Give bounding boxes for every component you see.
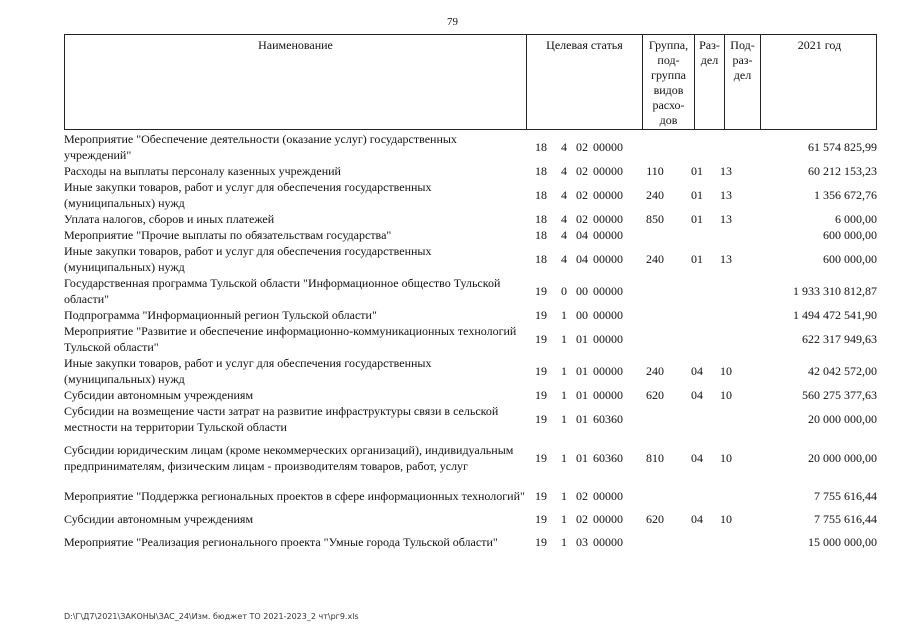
amount-2021: 622 317 949,63 [802,332,877,346]
target-code-subprogram: 0 [561,284,567,298]
header-year: 2021 год [760,35,878,129]
expense-group [627,527,683,557]
expense-group: 620 [646,512,664,526]
row-name: Субсидии автономным учреждениям [64,388,254,402]
page-number: 79 [447,16,458,28]
section-code: 04 [691,512,703,526]
row-name: Мероприятие "Поддержка региональных проектов в сфере информационных технологий" [64,489,525,503]
expense-group [627,307,683,323]
table-row [64,275,877,307]
header-group-line: под- [657,53,680,67]
target-code-program: 19 [535,284,547,298]
section-code [683,227,711,243]
table-row [64,243,877,275]
target-code-event: 00 [576,308,588,322]
amount-2021: 20 000 000,00 [808,451,877,465]
target-code-program: 18 [535,212,547,226]
row-name: Мероприятие "Обеспечение деятельности (оказание услуг) государственных учреждений" [64,132,457,162]
row-name: Субсидии юридическим лицам (кроме некоммерческих организаций), индивидуальным предпринимателям, физическим лицам - производителям товаров, работ, услуг [64,443,514,473]
target-code-direction: 00000 [593,388,623,402]
expense-group [627,227,683,243]
expense-group: 240 [646,364,664,378]
target-code-program: 18 [535,164,547,178]
target-code-subprogram: 1 [561,332,567,346]
section-code: 01 [691,252,703,266]
expense-group: 620 [646,388,664,402]
target-code-program: 19 [535,451,547,465]
subsection-code: 10 [720,388,732,402]
table-row [64,527,877,557]
target-code-subprogram: 1 [561,451,567,465]
subsection-code: 10 [720,451,732,465]
row-name: Мероприятие "Прочие выплаты по обязательствам государства" [64,228,392,242]
file-path-footer: D:\Г\Д7\2021\ЗАКОНЫ\ЗАС_24\Изм. бюджет ТО 2021-2023_2 чт\рг9.xls [64,612,359,621]
table-row [64,323,877,355]
section-code: 04 [691,451,703,465]
table-row [64,481,877,511]
amount-2021: 7 755 616,44 [814,512,877,526]
section-code: 04 [691,364,703,378]
subsection-code: 10 [720,364,732,378]
amount-2021: 60 212 153,23 [808,164,877,178]
target-code-direction: 00000 [593,308,623,322]
target-code-event: 02 [576,140,588,154]
target-code-event: 02 [576,512,588,526]
target-code-program: 18 [535,228,547,242]
target-code-direction: 00000 [593,228,623,242]
section-code: 01 [691,212,703,226]
row-name: Иные закупки товаров, работ и услуг для обеспечения государственных (муниципальных) нужд [64,180,432,210]
target-code-program: 18 [535,188,547,202]
header-subsection-line: раз- [732,53,753,67]
target-code-event: 02 [576,489,588,503]
target-code-direction: 60360 [593,412,623,426]
header-name: Наименование [258,38,333,52]
subsection-code: 13 [720,188,732,202]
target-code-event: 01 [576,364,588,378]
expense-group: 240 [646,252,664,266]
target-code-subprogram: 4 [561,252,567,266]
target-code-event: 01 [576,412,588,426]
target-code-direction: 00000 [593,535,623,549]
expense-group [627,275,683,307]
target-code-direction: 00000 [593,284,623,298]
target-code-program: 19 [535,364,547,378]
row-name: Мероприятие "Реализация регионального проекта "Умные города Тульской области" [64,535,498,549]
table-header [64,34,877,130]
header-subsection-line: Под- [730,38,755,52]
expense-group [627,403,683,435]
target-code-event: 04 [576,228,588,242]
target-code-event: 04 [576,252,588,266]
target-code-subprogram: 4 [561,140,567,154]
target-code-program: 19 [535,412,547,426]
amount-2021: 15 000 000,00 [808,535,877,549]
expense-group [627,131,683,163]
section-code [683,131,711,163]
target-code-event: 03 [576,535,588,549]
header-group-line: дов [659,113,678,127]
row-name: Уплата налогов, сборов и иных платежей [64,212,275,226]
table-row [64,387,877,403]
header-group-line: группа [651,68,686,82]
section-code [683,275,711,307]
header-group [642,35,694,129]
target-code-program: 19 [535,489,547,503]
expense-group [627,481,683,511]
subsection-code: 13 [720,164,732,178]
budget-table [64,131,877,557]
expense-group: 810 [646,451,664,465]
header-section [694,35,724,129]
target-code-event: 02 [576,188,588,202]
target-code-subprogram: 1 [561,412,567,426]
target-code-event: 02 [576,212,588,226]
amount-2021: 1 356 672,76 [814,188,877,202]
table-row [64,179,877,211]
subsection-code: 10 [720,512,732,526]
header-subsection [724,35,760,129]
target-code-event: 01 [576,388,588,402]
section-code: 01 [691,164,703,178]
expense-group: 850 [646,212,664,226]
row-name: Государственная программа Тульской области "Информационное общество Тульской области" [64,276,501,306]
table-row [64,511,877,527]
target-code-subprogram: 1 [561,535,567,549]
target-code-subprogram: 4 [561,212,567,226]
amount-2021: 560 275 377,63 [802,388,877,402]
target-code-program: 19 [535,332,547,346]
target-code-event: 00 [576,284,588,298]
section-code [683,307,711,323]
row-name: Подпрограмма "Информационный регион Тульской области" [64,308,377,322]
section-code: 01 [691,188,703,202]
target-code-program: 19 [535,535,547,549]
header-subsection-line: дел [733,68,752,82]
section-code [683,403,711,435]
target-code-event: 01 [576,332,588,346]
section-code [683,323,711,355]
table-row [64,131,877,163]
target-code-event: 01 [576,451,588,465]
amount-2021: 1 933 310 812,87 [793,284,877,298]
target-code-subprogram: 4 [561,228,567,242]
target-code-direction: 00000 [593,252,623,266]
subsection-code [711,323,741,355]
target-code-subprogram: 4 [561,164,567,178]
row-name: Субсидии автономным учреждениям [64,512,254,526]
header-group-line: Группа, [648,38,689,52]
row-name: Иные закупки товаров, работ и услуг для обеспечения государственных (муниципальных) нужд [64,356,432,386]
amount-2021: 600 000,00 [823,252,877,266]
target-code-direction: 00000 [593,212,623,226]
expense-group: 110 [646,164,664,178]
table-row [64,163,877,179]
amount-2021: 6 000,00 [835,212,877,226]
header-section-line: дел [700,53,719,67]
target-code-direction: 00000 [593,332,623,346]
subsection-code: 13 [720,212,732,226]
header-group-line: расхо- [652,98,685,112]
amount-2021: 61 574 825,99 [808,140,877,154]
target-code-program: 19 [535,388,547,402]
subsection-code [711,227,741,243]
amount-2021: 20 000 000,00 [808,412,877,426]
subsection-code: 13 [720,252,732,266]
header-group-line: видов [653,83,684,97]
table-row [64,211,877,227]
target-code-program: 18 [535,140,547,154]
amount-2021: 1 494 472 541,90 [793,308,877,322]
row-name: Мероприятие "Развитие и обеспечение информационно-коммуникационных технологий Тульской области" [64,324,517,354]
row-name: Иные закупки товаров, работ и услуг для обеспечения государственных (муниципальных) нужд [64,244,432,274]
target-code-direction: 00000 [593,140,623,154]
target-code-subprogram: 4 [561,188,567,202]
target-code-subprogram: 1 [561,512,567,526]
section-code: 04 [691,388,703,402]
target-code-program: 18 [535,252,547,266]
table-row [64,355,877,387]
target-code-direction: 00000 [593,188,623,202]
target-code-direction: 60360 [593,451,623,465]
target-code-direction: 00000 [593,489,623,503]
header-section-line: Раз- [699,38,720,52]
target-code-direction: 00000 [593,164,623,178]
row-name: Расходы на выплаты персоналу казенных учреждений [64,164,341,178]
subsection-code [711,481,741,511]
table-row [64,227,877,243]
table-row [64,435,877,481]
amount-2021: 42 042 572,00 [808,364,877,378]
amount-2021: 600 000,00 [823,228,877,242]
subsection-code [711,403,741,435]
subsection-code [711,527,741,557]
amount-2021: 7 755 616,44 [814,489,877,503]
section-code [683,481,711,511]
expense-group: 240 [646,188,664,202]
expense-group [627,323,683,355]
target-code-subprogram: 1 [561,388,567,402]
target-code-program: 19 [535,308,547,322]
header-target-article: Целевая статья [526,35,642,129]
subsection-code [711,131,741,163]
section-code [683,527,711,557]
table-row [64,307,877,323]
target-code-subprogram: 1 [561,364,567,378]
subsection-code [711,307,741,323]
subsection-code [711,275,741,307]
target-code-direction: 00000 [593,512,623,526]
target-code-program: 19 [535,512,547,526]
target-code-subprogram: 1 [561,308,567,322]
target-code-direction: 00000 [593,364,623,378]
row-name: Субсидии на возмещение части затрат на развитие инфраструктуры связи в сельской местности на территории Тульской области [64,404,499,434]
target-code-subprogram: 1 [561,489,567,503]
table-row [64,403,877,435]
target-code-event: 02 [576,164,588,178]
